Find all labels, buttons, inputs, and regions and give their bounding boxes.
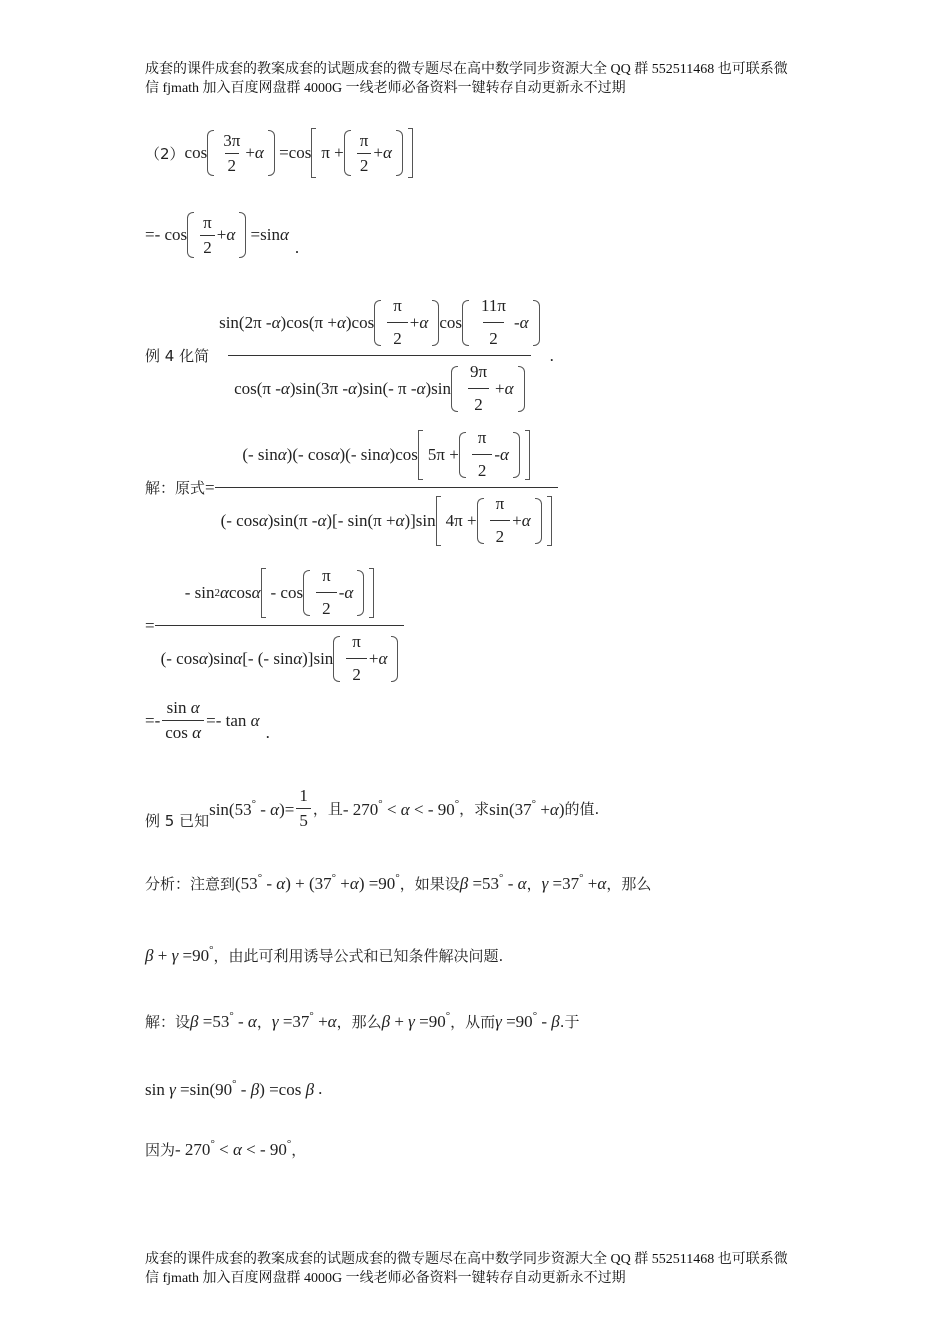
example5: 例 5 已知 sin(53° - α)= $\frac{1}{5}$ ，且 - 270° < α < - 90° ，求 sin(37° +α) 的值. — [145, 786, 600, 830]
part2-equation: （2） cos $\frac{3\pi}{2}$ + α =cos π + $\frac{\pi}{2}$ + α — [145, 128, 413, 178]
solution2-line1: 解：设 β =53° - α ， γ =37° +α ，那么 β + γ =90° ，从而 γ =90° - β .于 — [145, 1010, 580, 1031]
solution2-line2: sin γ =sin(90° - β) =cos β . — [145, 1078, 323, 1099]
because-line: 因为 - 270° < α < - 90° ， — [145, 1138, 307, 1159]
analysis-label: 分析：注意到 — [145, 874, 236, 893]
analysis-line1: 分析：注意到 (53° - α) + (37° +α) =90° ，如果设 β =53° - α ， γ =37° +α ，那么 — [145, 872, 652, 893]
example4-label: 例 4 化简 — [145, 347, 210, 365]
analysis-line2: β + γ =90° ，由此可利用诱导公式和已知条件解决问题. — [145, 944, 504, 965]
header-banner — [145, 60, 815, 98]
footer-banner-line2: 信 fjmath 加入百度网盘群 4000G 一线老师必备资料一键转存自动更新永不过期 — [145, 1271, 626, 1286]
solution-step3: =- $\frac{\text{sin α}}{\text{cos α}}$ =- tan α . — [145, 698, 270, 742]
part2-result: =- cos $\frac{\pi}{2}$ + α =sin α . — [145, 212, 300, 257]
footer-banner-line1: 成套的课件成套的教案成套的试题成套的微专题尽在高中数学同步资源大全 QQ 群 552511468 也可联系微 — [145, 1252, 788, 1267]
because-label: 因为 — [145, 1141, 176, 1159]
solution-step1: 解：原式 = (- sin α )(- cos α )(- sin α )cos 5π + $\frac{\pi}{2}$ - α (- cos α )sin(π - α )[- sin(π + α )]sin 4π + $\frac{\pi}{2}$ + α — [145, 428, 558, 547]
solution2-label: 解：设 — [145, 1012, 191, 1031]
solution-label: 解：原式 — [145, 479, 206, 497]
example5-label: 例 5 已知 — [145, 812, 210, 830]
footer-banner — [145, 1250, 815, 1288]
part2-label: （2） — [145, 144, 185, 163]
header-banner-line1: 成套的课件成套的教案成套的试题成套的微专题尽在高中数学同步资源大全 QQ 群 552511468 也可联系微 — [145, 62, 788, 77]
header-banner-line2: 信 fjmath 加入百度网盘群 4000G 一线老师必备资料一键转存自动更新永不过期 — [145, 81, 626, 96]
solution-step2: = - sin 2 α cos α - cos $\frac{\pi}{2}$ - α (- cos α )sin α [- (- sin α )]sin $\frac{\pi}{2}$ + α — [145, 566, 404, 685]
example4: 例 4 化简 sin(2π - α )cos(π + α )cos $\frac{\pi}{2}$ + α cos $\frac{11\pi}{2}$ - α cos(π - α )sin(3π - α )sin(- π - α )sin $\frac{9\pi}{2}$ + α . — [145, 296, 554, 414]
